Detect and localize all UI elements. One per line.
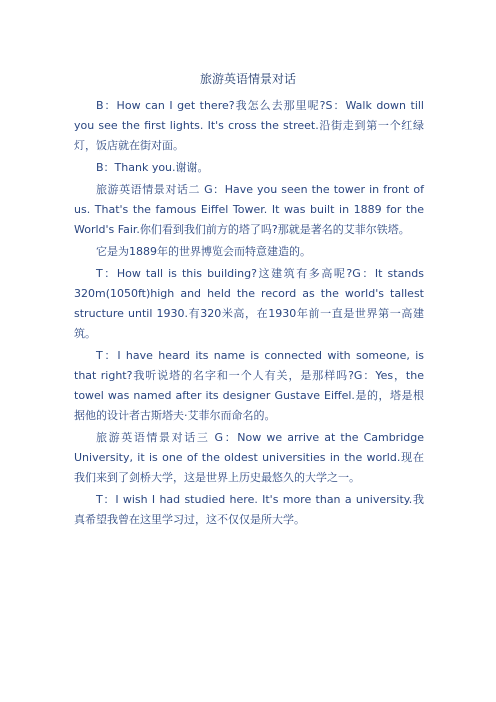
paragraph: B：Thank you.谢谢。 [96, 161, 209, 174]
paragraph: T：How tall is this building?这建筑有多高呢?G：It stands 320m(1050ft)high and held the record as the world's tallest structure until 1930.有320米高，在1930年前一直是世界第一高建筑。 [74, 267, 424, 340]
paragraph: T：I wish I had studied here. It's more than a university.我真希望我曾在这里学习过，这不仅仅是所大学。 [74, 493, 424, 526]
paragraph: 它是为1889年的世界博览会而特意建造的。 [96, 245, 311, 258]
paragraph: 旅游英语情景对话三 G：Now we arrive at the Cambridge University, it is one of the oldest universities in the world.现在我们来到了剑桥大学，这是世界上历史最悠久的大学之一。 [74, 431, 424, 484]
paragraph: 旅游英语情景对话二 G：Have you seen the tower in front of us. That's the famous Eiffel Tower. It was built in 1889 for the World's Fair.你们看到我们前方的塔了吗?那就是著名的艾菲尔铁塔。 [74, 183, 424, 236]
paragraph: T：I have heard its name is connected with someone, is that right?我听说塔的名字和一个人有关，是那样吗?G：Yes，the towel was named after its designer Gustave Eiffel.是的，塔是根据他的设计者古斯塔夫·艾菲尔而命名的。 [74, 349, 424, 422]
document-title: 旅游英语情景对话 [199, 72, 296, 86]
document-body [74, 96, 424, 532]
paragraph: B：How can I get there?我怎么去那里呢?S：Walk down till you see the first lights. It's cross the street.沿街走到第一个红绿灯，饭店就在街对面。 [74, 99, 424, 152]
